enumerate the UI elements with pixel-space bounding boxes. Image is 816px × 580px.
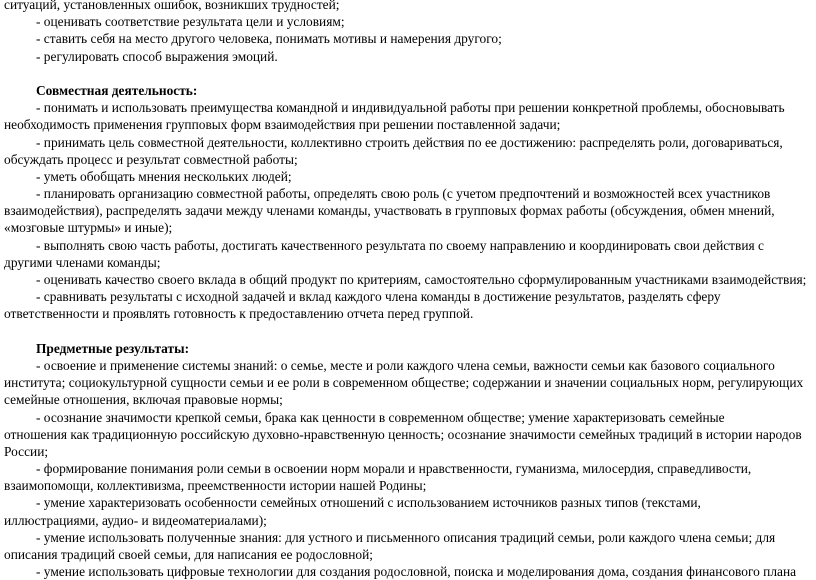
list-item: - регулировать способ выражения эмоций. bbox=[36, 48, 278, 64]
list-item: - формирование понимания роли семьи в освоении норм морали и нравственности, гуманизма, милосердия, справедливости, bbox=[36, 461, 752, 477]
text-line: «мозговые штурмы» и иные); bbox=[4, 220, 173, 236]
list-item: - оценивать соответствие результата цели и условиям; bbox=[36, 14, 345, 30]
text-line: ситуаций, установленных ошибок, возникших трудностей; bbox=[4, 0, 340, 12]
list-item: - выполнять свою часть работы, достигать качественного результата по своему направлению и координировать свои действия с bbox=[36, 237, 764, 253]
spacer bbox=[4, 323, 804, 340]
list-item: - освоение и применение системы знаний: о семье, месте и роли каждого члена семьи, важности семьи как базового социального bbox=[36, 357, 775, 373]
text-line: необходимость применения групповых форм взаимодействия при решении поставленной задачи; bbox=[4, 117, 561, 133]
list-item: - ставить себя на место другого человека, понимать мотивы и намерения другого; bbox=[36, 31, 502, 47]
list-item: - умение использовать цифровые технологии для создания родословной, поиска и моделирования дома, создания финансового плана bbox=[36, 564, 797, 580]
list-item: - уметь обобщать мнения нескольких людей; bbox=[36, 168, 292, 184]
text-line: иллюстрациями, аудио- и видеоматериалами); bbox=[4, 512, 267, 528]
text-line: обсуждать процесс и результат совместной работы; bbox=[4, 151, 298, 167]
list-item: - сравнивать результаты с исходной задачей и вклад каждого члена команды в достижение результатов, разделять сферу bbox=[36, 289, 721, 305]
spacer bbox=[4, 65, 804, 82]
text-line: института; социокультурной сущности семьи и ее роли в современном обществе; содержании и значении социальных норм, регулирующих bbox=[4, 375, 804, 391]
text-line: взаимодействия), распределять задачи между членами команды, участвовать в групповых формах работы (обсуждения, обмен мнений, bbox=[4, 203, 775, 219]
list-item: - умение характеризовать особенности семейных отношений с использованием источников разных типов (текстами, bbox=[36, 495, 701, 511]
section-heading-subject-results: Предметные результаты: bbox=[36, 340, 190, 356]
list-item: - умение использовать полученные знания: для устного и письменного описания традиций семьи, роли каждого члена семьи; для bbox=[36, 529, 776, 545]
text-line: другими членами команды; bbox=[4, 254, 161, 270]
list-item: - оценивать качество своего вклада в общий продукт по критериям, самостоятельно сформулированным участниками взаимодействия; bbox=[36, 272, 807, 287]
list-item: - планировать организацию совместной работы, определять свою роль (с учетом предпочтений и возможностей всех участников bbox=[36, 186, 771, 202]
list-item: - принимать цель совместной деятельности, коллективно строить действия по ее достижению: распределять роли, договариваться, bbox=[36, 134, 783, 150]
text-line: отношения как традиционную российскую духовно-нравственную ценность; осознание значимости семейных традиций в истории народов bbox=[4, 426, 802, 442]
text-line: семейные отношения, включая правовые нормы; bbox=[4, 392, 283, 408]
section-heading-joint-activity: Совместная деятельность: bbox=[36, 82, 198, 98]
list-item: - осознание значимости крепкой семьи, брака как ценности в современном обществе; умение характеризовать семейные bbox=[36, 409, 725, 425]
text-line: ответственности и проявлять готовность к предоставлению отчета перед группой. bbox=[4, 306, 474, 322]
list-item: - понимать и использовать преимущества командной и индивидуальной работы при решении конкретной проблемы, обосновывать bbox=[36, 100, 785, 116]
text-line: взаимопомощи, коллективизма, преемственности истории нашей Родины; bbox=[4, 478, 427, 494]
text-line: описания традиций своей семьи, для написания ее родословной; bbox=[4, 547, 374, 562]
text-line: России; bbox=[4, 443, 49, 459]
